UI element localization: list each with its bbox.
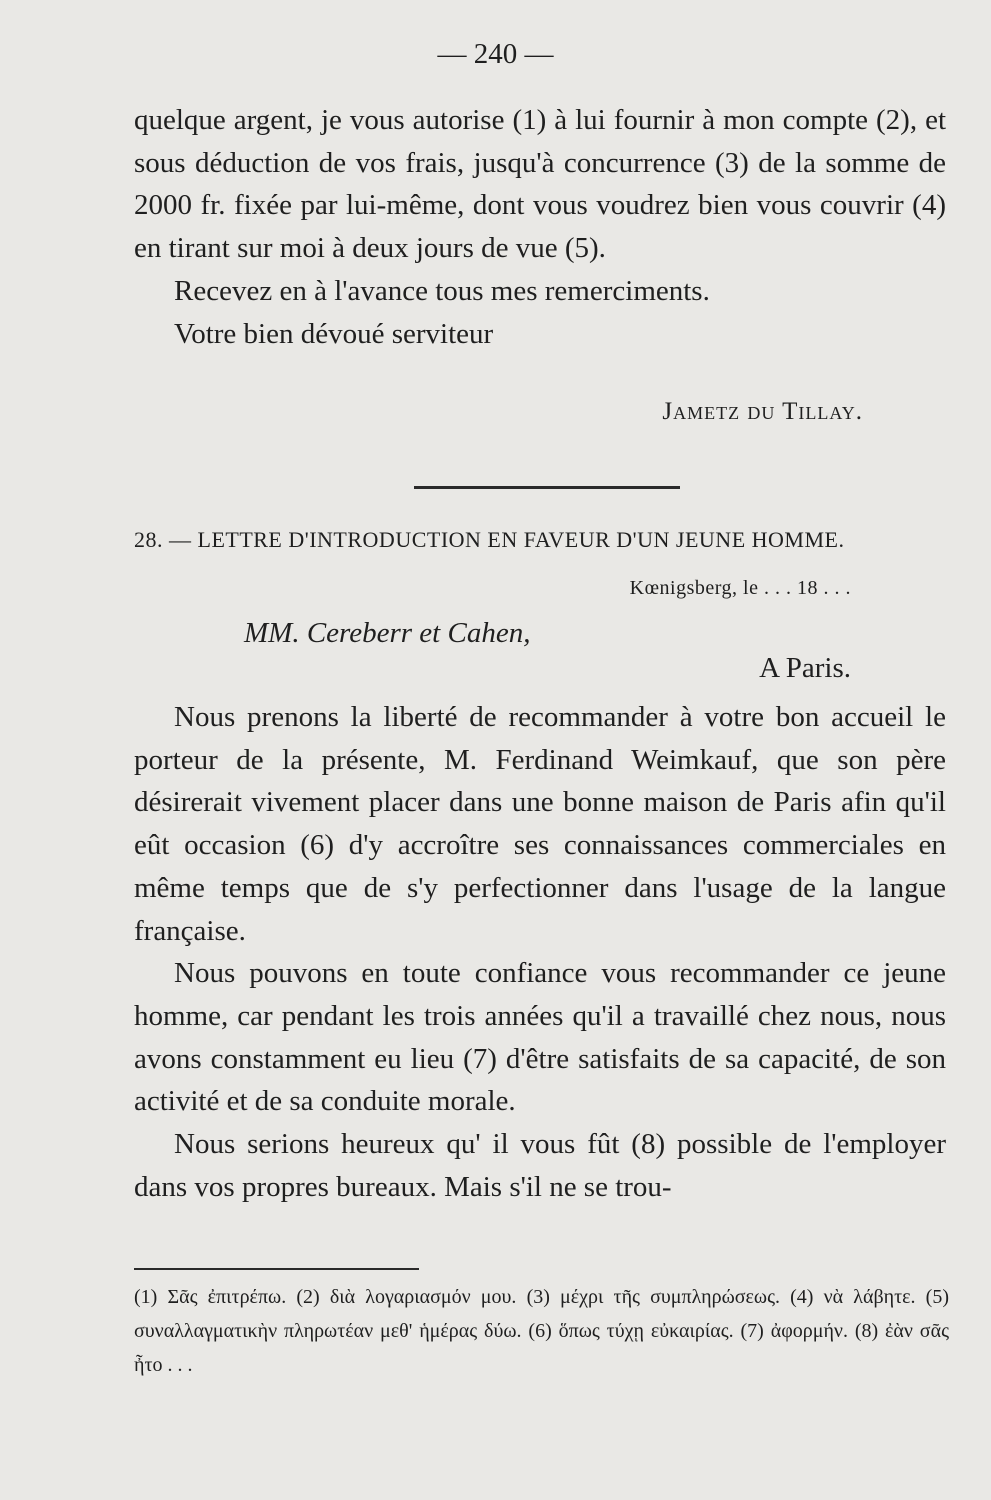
letter2-paragraph-2: Nous pouvons en toute confiance vous recommander ce jeune homme, car pendant les trois années qu'il a travaillé chez nous, nous avons constamment eu lieu (7) d'être satisfaits de sa capacité, de son activité et de sa conduite morale. xyxy=(134,957,946,1118)
letter1-thanks: Recevez en à l'avance tous mes remerciments. xyxy=(174,274,710,307)
letter1-closing: Votre bien dévoué serviteur xyxy=(174,317,494,350)
addressee: MM. Cereberr et Cahen, xyxy=(244,617,531,649)
letter1-paragraph: quelque argent, je vous autorise (1) à lui fournir à mon compte (2), et sous déduction de vos frais, jusqu'à concurrence (3) de la somme de 2000 fr. fixée par lui-même, dont vous voudrez bien vous couvrir (4) en tirant sur moi à deux jours de vue (5). xyxy=(134,104,946,265)
letter2-paragraph-3: Nous serions heureux qu' il vous fût (8) possible de l'employer dans vos propres bureaux. Mais s'il ne se trou- xyxy=(134,1128,946,1203)
letter2-paragraph-1: Nous prenons la liberté de recommander à votre bon accueil le porteur de la présente, M. Ferdinand Weimkauf, que son père désirerait vivement placer dans une bonne maison de Paris afin qu'il eût occasion (6) d'y accroître ses connaissances commerciales en même temps que de s'y perfectionner dans l'usage de la langue française. xyxy=(134,701,946,947)
place-date: Kœnigsberg, le . . . 18 . . . xyxy=(629,577,851,599)
page-number: — 240 — xyxy=(437,38,554,70)
section-heading: 28. — LETTRE D'INTRODUCTION EN FAVEUR D'UN JEUNE HOMME. xyxy=(134,527,845,552)
signature: Jametz du Tillay. xyxy=(662,398,863,425)
footnotes: (1) Σᾶς ἐπιτρέπω. (2) διὰ λογαριασμόν μου. (3) μέχρι τῆς συμπληρώσεως. (4) νὰ λάβητε. (5) συναλλαγματικὴν πληρωτέαν μεθ' ἡμέρας δύω. (6) ὅπως τύχῃ εὐκαιρίας. (7) ἀφορμήν. (8) ἐὰν σᾶς ἦτο . . . xyxy=(134,1286,949,1376)
letter1-body xyxy=(134,99,946,355)
letter2-body xyxy=(134,696,946,1208)
section-divider xyxy=(414,486,680,489)
footnote-rule xyxy=(134,1268,419,1270)
address-city: A Paris. xyxy=(759,652,851,684)
